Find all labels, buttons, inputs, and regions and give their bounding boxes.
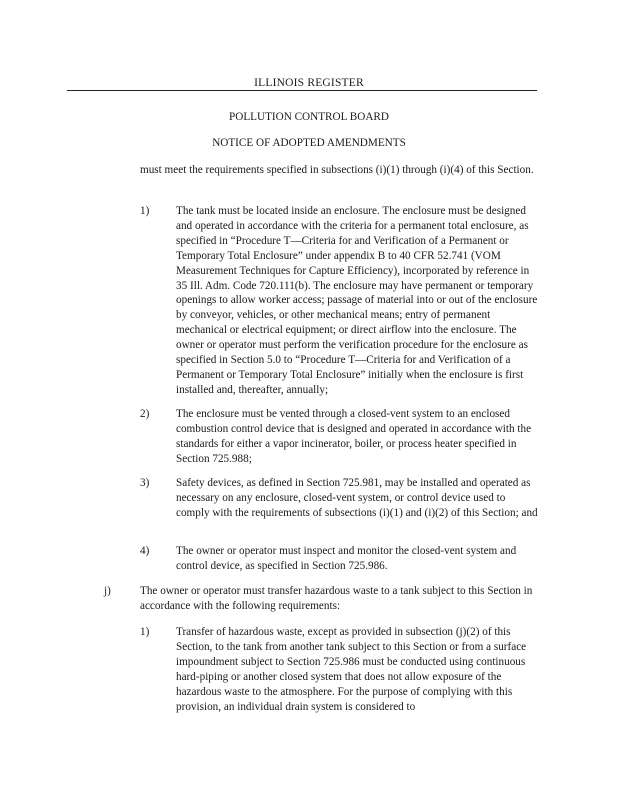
item-number: 1) bbox=[140, 626, 150, 638]
item-number: 2) bbox=[140, 408, 150, 420]
item-number: 3) bbox=[140, 477, 150, 489]
board-title: POLLUTION CONTROL BOARD bbox=[229, 111, 389, 123]
header-divider bbox=[67, 90, 537, 91]
section-text: The owner or operator must transfer hazardous waste to a tank subject to this Section in accordance with the following requirements: bbox=[140, 585, 533, 612]
intro-paragraph: must meet the requirements specified in subsections (i)(1) through (i)(4) of this Section. bbox=[140, 164, 534, 176]
item-number: 4) bbox=[140, 545, 150, 557]
item-text: The enclosure must be vented through a closed-vent system to an enclosed combustion control device that is designed and operated in accordance with the standards for either a vapor incinerator, boiler, or process heater specified in Section 725.988; bbox=[176, 408, 532, 465]
item-text: Transfer of hazardous waste, except as provided in subsection (j)(2) of this Section, to the tank from another tank subject to this Section or from a surface impoundment subject to Section 725.986 must be conducted using continuous hard-piping or another closed system that does not allow exposure of the hazardous waste to the atmosphere. For the purpose of complying with this provision, an individual drain system is considered to bbox=[176, 626, 527, 713]
register-title: ILLINOIS REGISTER bbox=[254, 77, 364, 89]
item-number: 1) bbox=[140, 205, 150, 217]
item-text: The owner or operator must inspect and monitor the closed-vent system and control device, as specified in Section 725.986. bbox=[176, 545, 517, 572]
item-text: The tank must be located inside an enclosure. The enclosure must be designed and operated in accordance with the criteria for a permanent total enclosure, as specified in “Procedure T—Criteria for and Verification of a Permanent or Temporary Total Enclosure” under appendix B to 40 CFR 52.741 (VOM Measurement Techniques for Capture Efficiency), incorporated by reference in 35 Ill. Adm. Code 720.111(b). The enclosure may have permanent or temporary openings to allow worker access; passage of material into or out of the enclosure by conveyor, vehicles, or other mechanical means; entry of permanent mechanical or electrical equipment; or direct airflow into the enclosure. The owner or operator must perform the verification procedure for the enclosure as specified in Section 5.0 to “Procedure T—Criteria for and Verification of a Permanent or Temporary Total Enclosure” initially when the enclosure is first installed and, thereafter, annually; bbox=[176, 205, 538, 396]
section-label: j) bbox=[104, 585, 111, 597]
item-text: Safety devices, as defined in Section 725.981, may be installed and operated as necessary on any enclosure, closed-vent system, or control device used to comply with the requirements of subsections (i)(1) and (i)(2) of this Section; and bbox=[176, 477, 538, 519]
notice-title: NOTICE OF ADOPTED AMENDMENTS bbox=[212, 137, 406, 149]
